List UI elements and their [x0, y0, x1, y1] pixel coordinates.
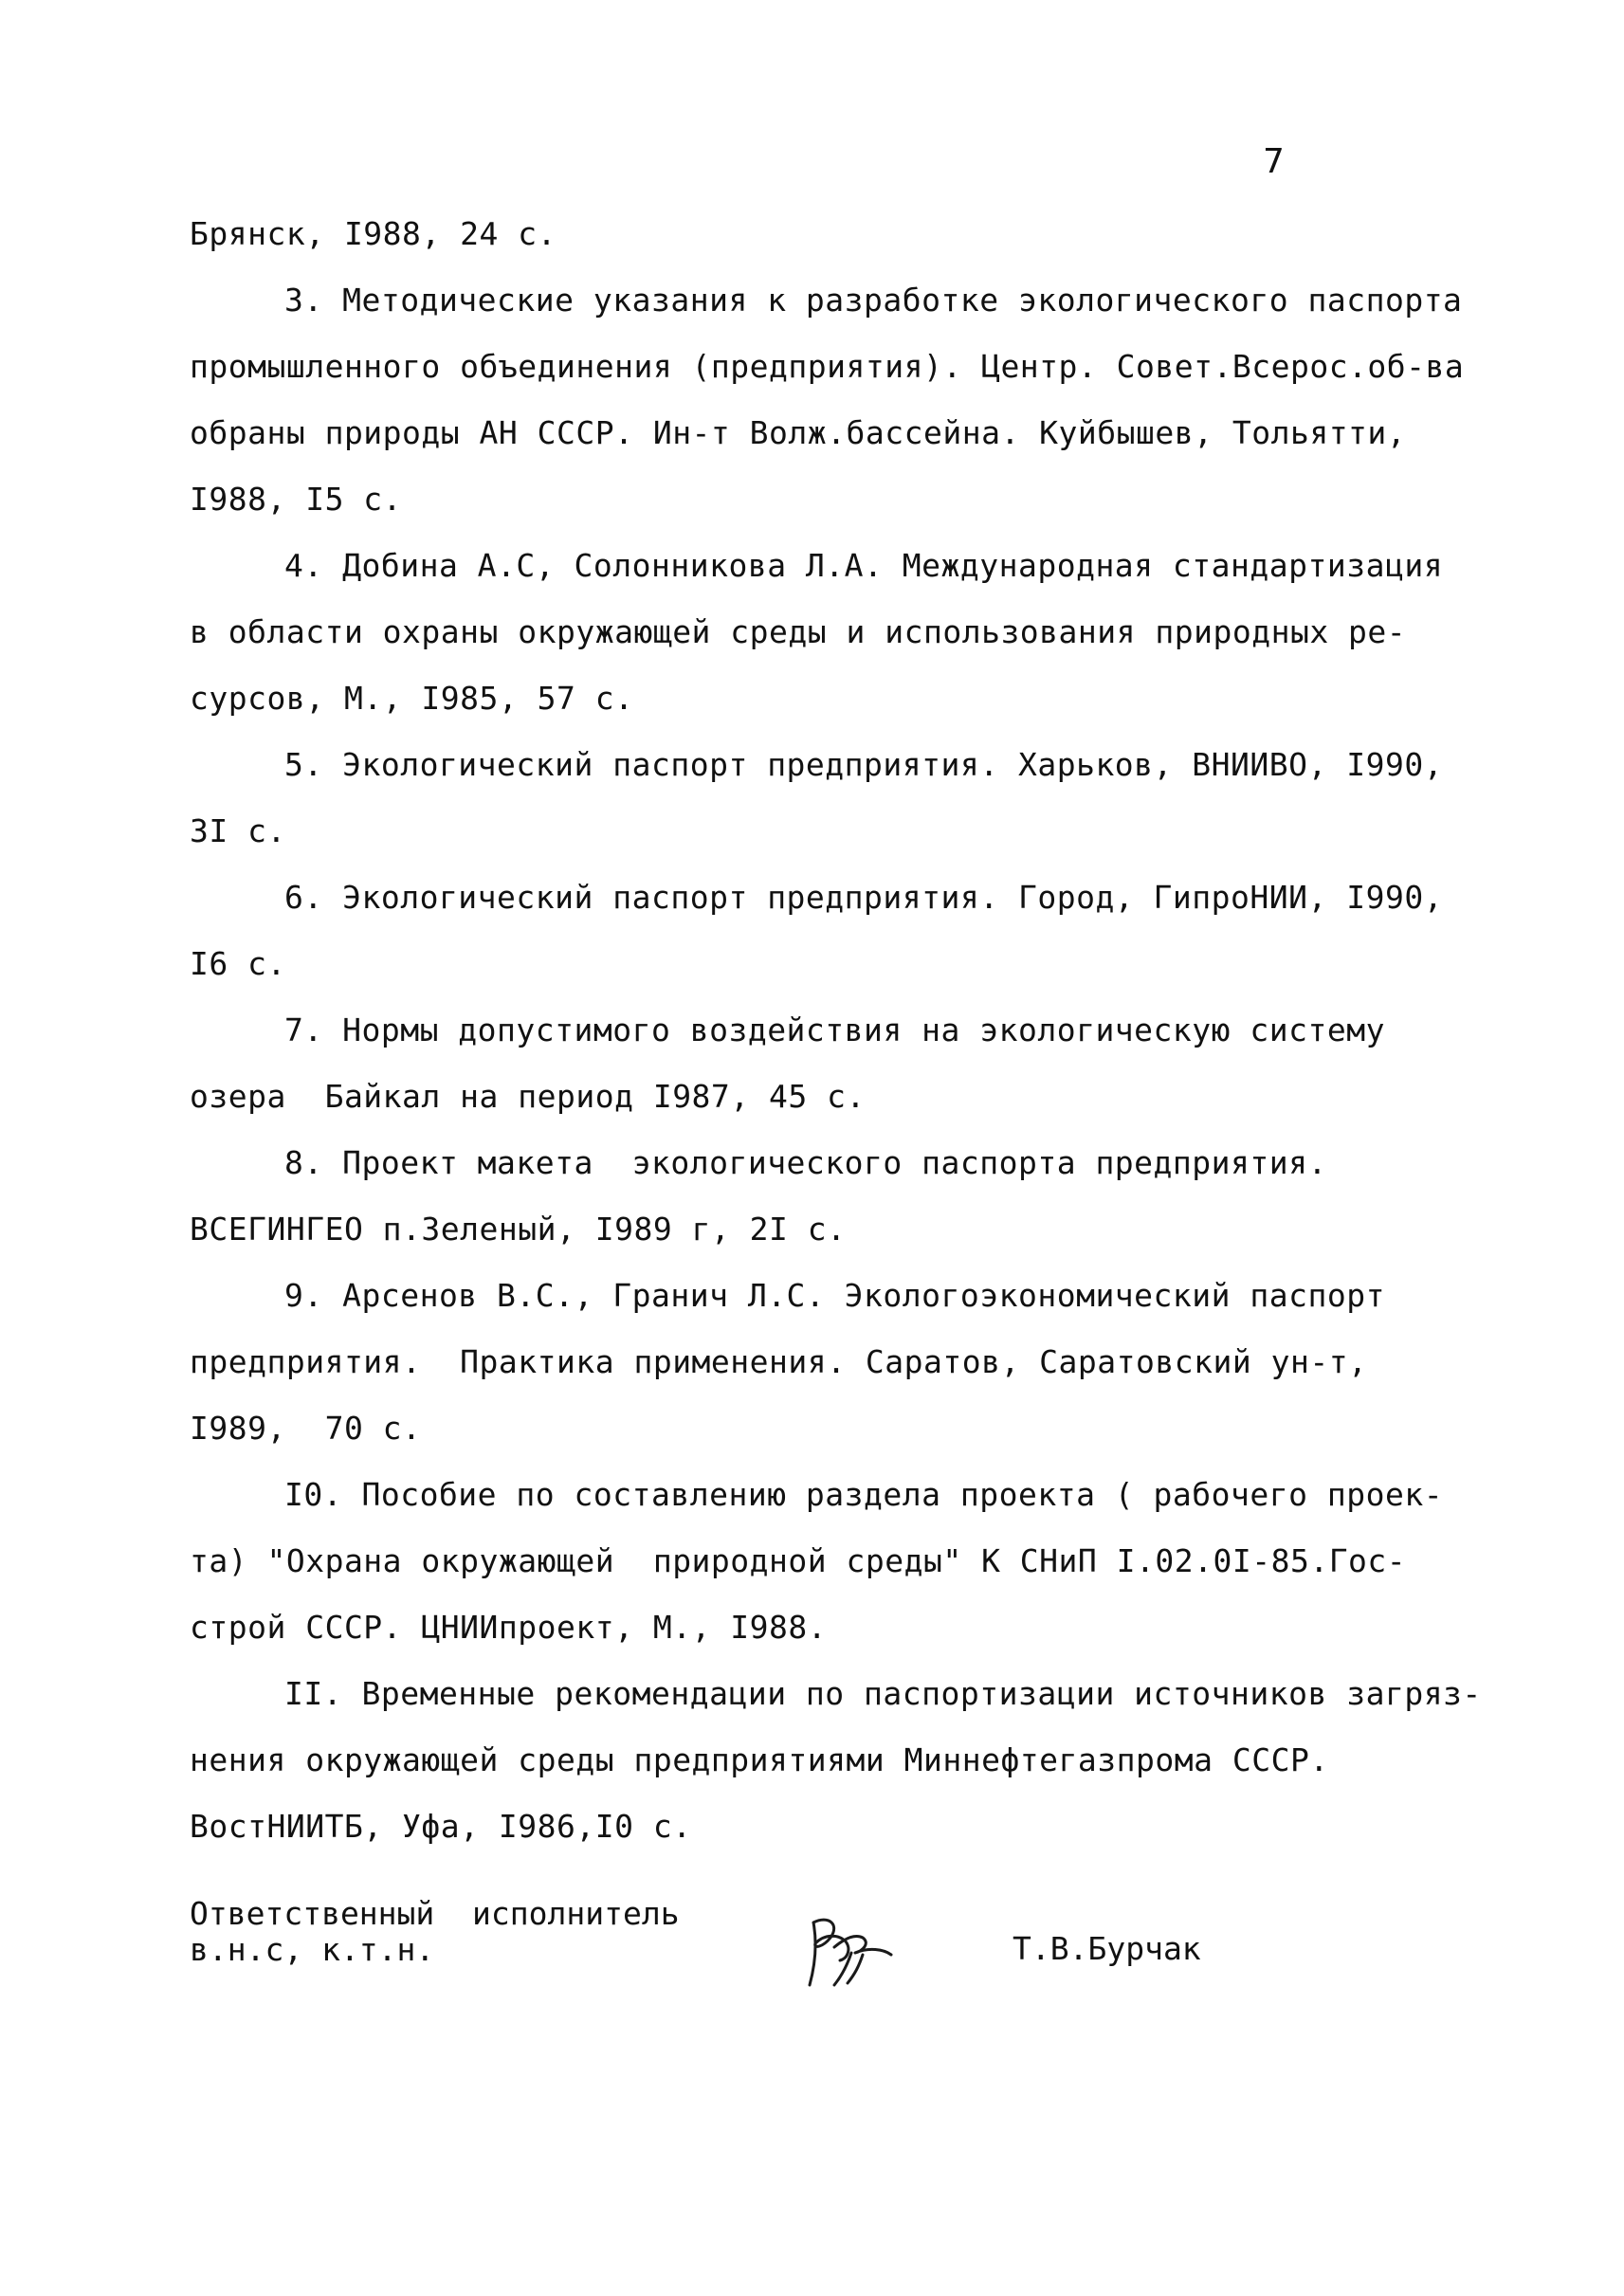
text-line: нения окружающей среды предприятиями Миннефтегазпрома СССР. [190, 1741, 1329, 1778]
text-line: I6 с. [190, 945, 286, 982]
text-line: обраны природы АН СССР. Ин-т Волж.бассейна. Куйбышев, Тольятти, [190, 414, 1407, 451]
text-line: та) "Охрана окружающей природной среды" К СНиП I.02.0I-85.Гос- [190, 1542, 1407, 1579]
text-line: 3. Методические указания к разработке экологического паспорта [284, 282, 1463, 319]
text-line: 6. Экологический паспорт предприятия. Город, ГипроНИИ, I990, [284, 879, 1444, 916]
text-line: строй СССР. ЦНИИпроект, М., I988. [190, 1609, 828, 1646]
text-line: ВСЕГИНГЕО п.Зеленый, I989 г, 2I с. [190, 1211, 847, 1248]
text-line: 5. Экологический паспорт предприятия. Харьков, ВНИИВО, I990, [284, 746, 1444, 783]
text-line: I988, I5 с. [190, 481, 403, 518]
text-line: озера Байкал на период I987, 45 с. [190, 1078, 866, 1115]
text-line: 4. Добина А.С, Солонникова Л.А. Международная стандартизация [284, 547, 1444, 584]
signatory-role-line: в.н.с, к.т.н. [190, 1931, 435, 1968]
bibliography-text [190, 201, 1507, 1860]
text-line: в области охраны окружающей среды и использования природных ре- [190, 613, 1407, 650]
text-line: ВостНИИТБ, Уфа, I986,I0 с. [190, 1808, 692, 1845]
text-line: I0. Пособие по составлению раздела проекта ( рабочего проек- [284, 1476, 1444, 1513]
signatory-role-line: Ответственный исполнитель [190, 1895, 680, 1932]
text-line: 3I с. [190, 812, 286, 849]
text-line: I989, 70 с. [190, 1410, 422, 1447]
text-line: 9. Арсенов В.С., Гранич Л.С. Экологоэкономический паспорт [284, 1277, 1385, 1314]
text-line: предприятия. Практика применения. Саратов, Саратовский ун-т, [190, 1343, 1368, 1380]
handwritten-signature [796, 1905, 910, 1991]
page-number: 7 [1263, 142, 1285, 181]
text-line: сурсов, М., I985, 57 с. [190, 680, 634, 717]
text-line: II. Временные рекомендации по паспортизации источников загряз- [284, 1675, 1482, 1712]
text-line: Брянск, I988, 24 с. [190, 215, 557, 252]
text-line: 8. Проект макета экологического паспорта предприятия. [284, 1144, 1327, 1181]
signatory-role [190, 1896, 680, 1968]
text-line: промышленного объединения (предприятия). Центр. Совет.Всерос.об-ва [190, 348, 1465, 385]
text-line: 7. Нормы допустимого воздействия на экологическую систему [284, 1011, 1385, 1048]
signatory-name: Т.В.Бурчак [1013, 1930, 1201, 1967]
